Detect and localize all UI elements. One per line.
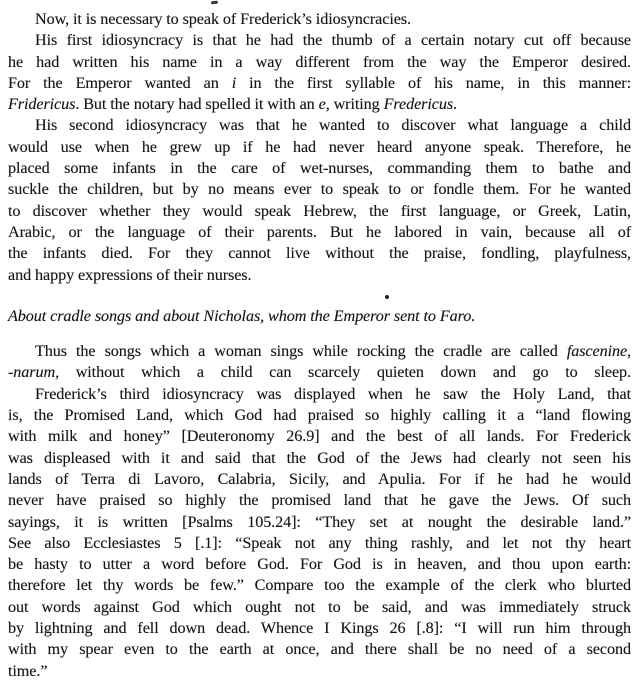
paragraph bbox=[8, 341, 631, 384]
text-line: suckle the children, but by no means ever to speak to or fondle them. For he wanted bbox=[8, 180, 631, 199]
text-line: placed some infants in the care of wet-nurses, commanding them to bathe and bbox=[8, 159, 631, 178]
text-line: he had written his name in a way different from the way the Emperor desired. bbox=[8, 52, 631, 71]
text-line: out words against God which ought not to be said, and was immediately struck bbox=[8, 597, 631, 616]
section-heading bbox=[8, 306, 631, 327]
paragraph bbox=[8, 384, 631, 682]
paragraph bbox=[8, 30, 631, 115]
paragraph bbox=[8, 9, 631, 30]
text-line: -narum, without which a child can scarcely quieten down and go to sleep. bbox=[8, 363, 631, 382]
page-text bbox=[8, 9, 631, 682]
ink-artifact bbox=[211, 1, 218, 5]
text-line: by lightning and fell down dead. Whence I Kings 26 [.8]: “I will run him through bbox=[8, 619, 631, 638]
text-line: About cradle songs and about Nicholas, whom the Emperor sent to Faro. bbox=[8, 306, 476, 325]
text-line: For the Emperor wanted an i in the first syllable of his name, in this manner: bbox=[8, 73, 631, 92]
text-line: therefore let thy words be few.” Compare too the example of the clerk who blurted bbox=[8, 576, 631, 595]
text-line: and happy expressions of their nurses. bbox=[8, 265, 252, 284]
text-line: to discover whether they would speak Hebrew, the first language, or Greek, Latin, bbox=[8, 201, 631, 220]
text-line: with my spear even to the earth at once, and there shall be no need of a second bbox=[8, 640, 631, 659]
dot-separator bbox=[8, 286, 631, 306]
text-line: time.” bbox=[8, 661, 48, 680]
text-line: Now, it is necessary to speak of Frederick’s idiosyncracies. bbox=[35, 10, 411, 28]
text-line: His second idiosyncracy was that he wanted to discover what language a child bbox=[35, 116, 631, 135]
text-line: is, the Promised Land, which God had praised so highly calling it a “land flowing bbox=[8, 406, 631, 425]
text-line: was displeased with it and said that the God of the Jews had clearly not seen his bbox=[8, 448, 631, 467]
text-line: be hasty to utter a word before God. For God is in heaven, and thou upon earth: bbox=[8, 555, 631, 574]
text-line: Thus the songs which a woman sings while rocking the cradle are called fascenine, bbox=[35, 342, 631, 361]
text-line: See also Ecclesiastes 5 [.1]: “Speak not any thing rashly, and let not thy heart bbox=[8, 533, 631, 552]
separator-dot-icon bbox=[385, 295, 389, 299]
text-line: Fridericus. But the notary had spelled it with an e, writing Fredericus. bbox=[8, 95, 457, 114]
text-line: lands of Terra di Lavoro, Calabria, Sicily, and Apulia. For if he had he would bbox=[8, 469, 631, 488]
text-line: His first idiosyncracy is that he had the thumb of a certain notary cut off because bbox=[35, 31, 631, 50]
text-line: Arabic, or the language of their parents. But he labored in vain, because all of bbox=[8, 222, 631, 241]
paragraph bbox=[8, 115, 631, 285]
text-line: with milk and honey” [Deuteronomy 26.9] and the best of all lands. For Frederick bbox=[8, 427, 631, 446]
text-line: sayings, it is written [Psalms 105.24]: “They set at nought the desirable land.” bbox=[8, 512, 631, 531]
text-line: never have praised so highly the promised land that he gave the Jews. Of such bbox=[8, 491, 631, 510]
text-line: Frederick’s third idiosyncracy was displayed when he saw the Holy Land, that bbox=[35, 384, 631, 403]
text-line: the infants died. For they cannot live without the praise, fondling, playfulness, bbox=[8, 244, 631, 263]
text-line: would use when he grew up if he had never heard anyone speak. Therefore, he bbox=[8, 137, 631, 156]
